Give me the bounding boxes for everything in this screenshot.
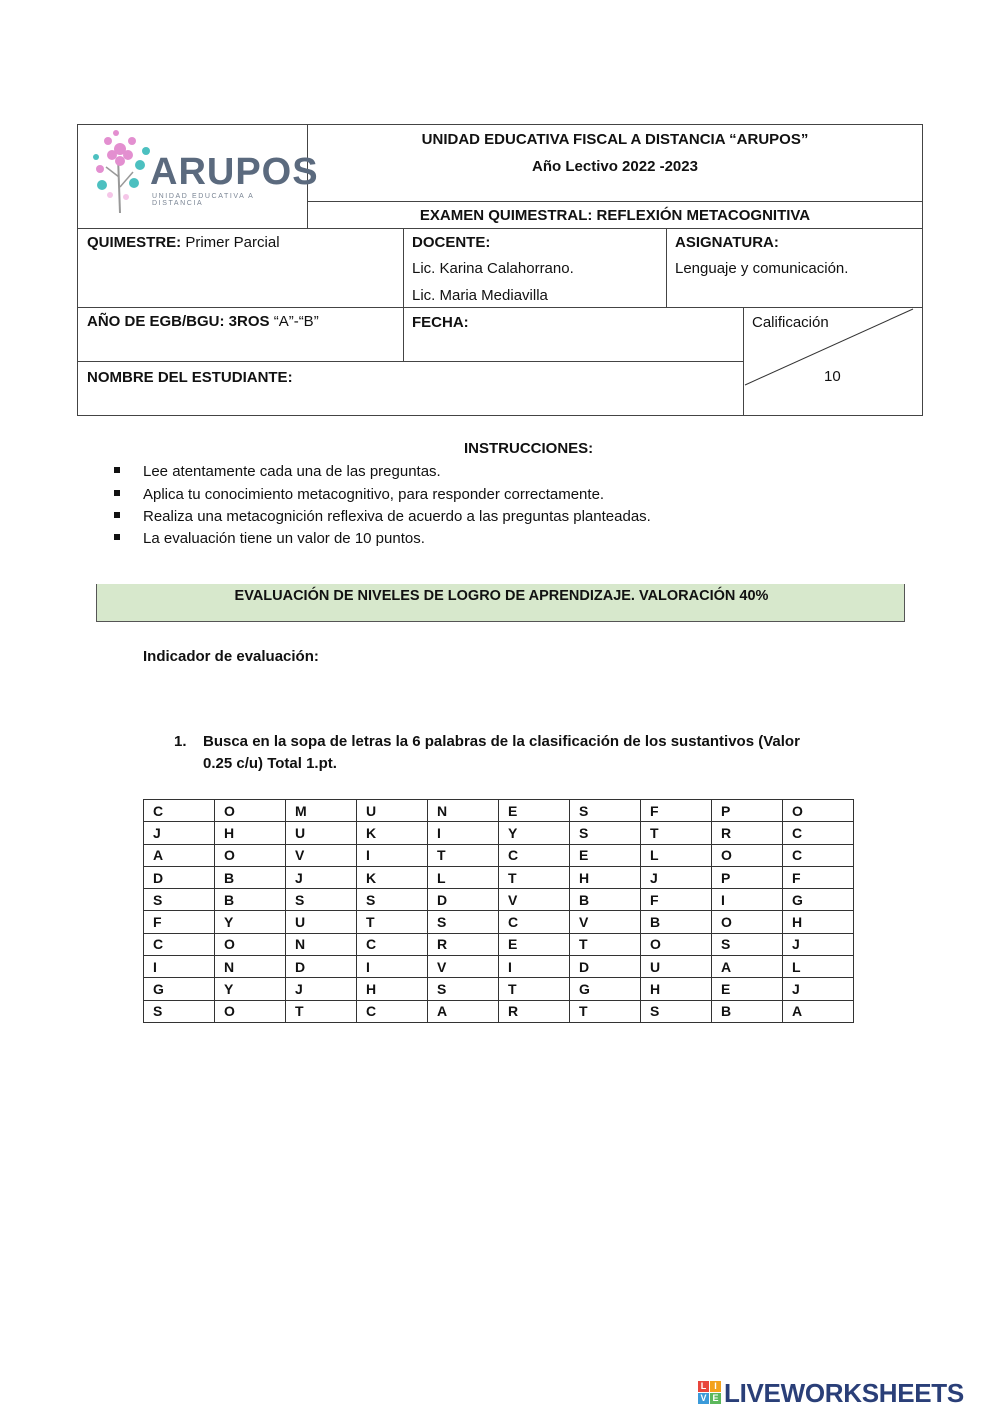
grid-cell[interactable]: O (215, 933, 286, 955)
grid-cell[interactable]: E (499, 800, 570, 822)
grid-cell[interactable]: E (570, 844, 641, 866)
grid-cell[interactable]: S (144, 1000, 215, 1022)
school-year: Año Lectivo 2022 -2023 (532, 158, 698, 175)
asignatura-value: Lenguaje y comunicación. (675, 260, 849, 277)
grid-cell[interactable]: D (570, 956, 641, 978)
grid-cell[interactable]: H (215, 822, 286, 844)
grid-cell[interactable]: C (499, 844, 570, 866)
grid-cell[interactable]: G (144, 978, 215, 1000)
grid-cell[interactable]: N (428, 800, 499, 822)
school-logo (88, 127, 319, 217)
live-badge-icon (698, 1381, 722, 1406)
school-name: UNIDAD EDUCATIVA FISCAL A DISTANCIA “ARUPOS” (421, 131, 809, 148)
grid-cell[interactable]: U (286, 911, 357, 933)
grid-cell[interactable]: N (286, 933, 357, 955)
grid-cell[interactable]: H (357, 978, 428, 1000)
grid-cell[interactable]: C (357, 933, 428, 955)
grid-cell[interactable]: U (357, 800, 428, 822)
grid-cell[interactable]: O (215, 800, 286, 822)
grid-cell[interactable]: U (286, 822, 357, 844)
grid-cell[interactable]: J (286, 866, 357, 888)
grid-cell[interactable]: O (712, 911, 783, 933)
grid-cell[interactable]: V (286, 844, 357, 866)
docente-2: Lic. Maria Mediavilla (412, 287, 548, 304)
grid-cell[interactable]: A (712, 956, 783, 978)
quimestre-field (87, 234, 280, 252)
grid-cell[interactable]: S (428, 978, 499, 1000)
grid-cell[interactable]: J (783, 978, 854, 1000)
grid-cell[interactable]: Y (215, 978, 286, 1000)
grid-cell[interactable]: O (712, 844, 783, 866)
grid-cell[interactable]: H (783, 911, 854, 933)
grid-cell[interactable]: S (712, 933, 783, 955)
grid-cell[interactable]: P (712, 866, 783, 888)
grid-cell[interactable]: R (499, 1000, 570, 1022)
badge-letter: E (710, 1393, 721, 1404)
instructions-title: INSTRUCCIONES: (464, 440, 594, 457)
grid-cell[interactable]: C (144, 933, 215, 955)
grid-cell[interactable]: Y (499, 822, 570, 844)
grid-cell[interactable]: G (570, 978, 641, 1000)
calificacion-value: 10 (824, 368, 841, 385)
grid-cell[interactable]: C (499, 911, 570, 933)
grid-cell[interactable]: S (144, 889, 215, 911)
flower-tree-icon (88, 127, 158, 217)
grid-cell[interactable]: T (357, 911, 428, 933)
instruction-item: Realiza una metacognición reflexiva de acuerdo a las preguntas planteadas. (143, 508, 651, 525)
grid-cell[interactable]: I (712, 889, 783, 911)
grid-cell[interactable]: O (783, 800, 854, 822)
grid-cell[interactable]: A (783, 1000, 854, 1022)
grid-cell[interactable]: C (783, 844, 854, 866)
grid-cell[interactable]: E (499, 933, 570, 955)
grid-cell[interactable]: G (783, 889, 854, 911)
fecha-label: FECHA: (412, 314, 469, 331)
exam-title: EXAMEN QUIMESTRAL: REFLEXIÓN METACOGNITIVA (419, 207, 811, 224)
indicator-label: Indicador de evaluación: (143, 648, 319, 665)
grid-cell[interactable]: I (499, 956, 570, 978)
question-line-1: Busca en la sopa de letras la 6 palabras de la clasificación de los sustantivos (Valor (203, 733, 800, 750)
calificacion-label: Calificación (752, 314, 829, 331)
grid-cell[interactable]: N (215, 956, 286, 978)
grid-cell[interactable]: T (570, 1000, 641, 1022)
grid-cell[interactable]: M (286, 800, 357, 822)
grid-cell[interactable]: L (428, 866, 499, 888)
question-number: 1. (174, 733, 187, 750)
grid-cell[interactable]: R (428, 933, 499, 955)
logo-text: ARUPOS (150, 151, 319, 193)
grid-cell[interactable]: V (428, 956, 499, 978)
grid-cell[interactable]: C (144, 800, 215, 822)
grid-cell[interactable]: J (286, 978, 357, 1000)
badge-letter: I (710, 1381, 721, 1392)
badge-letter: V (698, 1393, 709, 1404)
grid-cell[interactable]: B (215, 889, 286, 911)
anio-value: “A”-“B” (269, 313, 319, 330)
word-search-grid (143, 799, 854, 1023)
instruction-item: Aplica tu conocimiento metacognitivo, para responder correctamente. (143, 486, 605, 503)
grid-cell[interactable]: S (641, 1000, 712, 1022)
grid-cell[interactable]: D (144, 866, 215, 888)
grid-cell[interactable]: I (357, 844, 428, 866)
grid-row (144, 889, 854, 911)
grid-row (144, 800, 854, 822)
grid-cell[interactable]: J (144, 822, 215, 844)
grid-cell[interactable]: F (144, 911, 215, 933)
grid-cell[interactable]: K (357, 822, 428, 844)
docente-1: Lic. Karina Calahorrano. (412, 260, 574, 277)
grid-cell[interactable]: S (570, 800, 641, 822)
grid-cell[interactable]: T (499, 866, 570, 888)
grid-cell[interactable]: A (428, 1000, 499, 1022)
asignatura-label: ASIGNATURA: (675, 234, 779, 251)
grid-cell[interactable]: S (357, 889, 428, 911)
grid-cell[interactable]: D (428, 889, 499, 911)
bullet-icon (114, 490, 120, 496)
grid-cell[interactable]: U (641, 956, 712, 978)
grid-cell[interactable]: C (783, 822, 854, 844)
grid-cell[interactable]: T (428, 844, 499, 866)
grid-cell[interactable]: S (286, 889, 357, 911)
grid-cell[interactable]: I (144, 956, 215, 978)
grid-cell[interactable]: S (428, 911, 499, 933)
grid-cell[interactable]: O (641, 933, 712, 955)
bullet-icon (114, 512, 120, 518)
docente-label: DOCENTE: (412, 234, 491, 251)
bullet-icon (114, 467, 120, 473)
nombre-label: NOMBRE DEL ESTUDIANTE: (87, 369, 293, 386)
grid-cell[interactable]: R (712, 822, 783, 844)
grid-cell[interactable]: E (712, 978, 783, 1000)
grid-cell[interactable]: O (215, 844, 286, 866)
grid-row (144, 978, 854, 1000)
bullet-icon (114, 534, 120, 540)
logo-subtext: UNIDAD EDUCATIVA A DISTANCIA (152, 193, 255, 207)
anio-label: AÑO DE EGB/BGU: 3ROS (87, 313, 270, 330)
grid-cell[interactable]: B (641, 911, 712, 933)
grid-cell[interactable]: I (428, 822, 499, 844)
grid-cell[interactable]: Y (215, 911, 286, 933)
grid-cell[interactable]: V (499, 889, 570, 911)
badge-letter: L (698, 1381, 709, 1392)
grid-cell[interactable]: H (570, 866, 641, 888)
grid-row (144, 911, 854, 933)
grid-cell[interactable]: B (570, 889, 641, 911)
grid-row (144, 1000, 854, 1022)
grid-cell[interactable]: T (499, 978, 570, 1000)
evaluation-banner (96, 584, 905, 622)
grid-cell[interactable]: O (215, 1000, 286, 1022)
grid-cell[interactable]: K (357, 866, 428, 888)
grid-row (144, 956, 854, 978)
grid-cell[interactable]: S (570, 822, 641, 844)
grid-cell[interactable]: I (357, 956, 428, 978)
grid-cell[interactable]: C (357, 1000, 428, 1022)
instruction-item: La evaluación tiene un valor de 10 puntos. (143, 530, 425, 547)
instruction-item: Lee atentamente cada una de las preguntas. (143, 463, 441, 480)
grid-cell[interactable]: P (712, 800, 783, 822)
grid-cell[interactable]: J (783, 933, 854, 955)
grid-cell[interactable]: F (641, 800, 712, 822)
grid-cell[interactable]: B (215, 866, 286, 888)
anio-field (87, 313, 319, 331)
grid-cell[interactable]: T (641, 822, 712, 844)
grid-cell[interactable]: L (641, 844, 712, 866)
grid-cell[interactable]: D (286, 956, 357, 978)
question-line-2: 0.25 c/u) Total 1.pt. (203, 755, 337, 772)
grid-cell[interactable]: J (641, 866, 712, 888)
grid-row (144, 822, 854, 844)
quimestre-label: QUIMESTRE: (87, 234, 182, 251)
grid-cell[interactable]: A (144, 844, 215, 866)
grid-cell[interactable]: L (783, 956, 854, 978)
grid-cell[interactable]: V (570, 911, 641, 933)
brand-text: LIVEWORKSHEETS (724, 1378, 964, 1408)
grid-cell[interactable]: T (286, 1000, 357, 1022)
grid-row (144, 866, 854, 888)
grid-cell[interactable]: H (641, 978, 712, 1000)
grid-cell[interactable]: B (712, 1000, 783, 1022)
grid-cell[interactable]: T (570, 933, 641, 955)
grid-row (144, 933, 854, 955)
grid-row (144, 844, 854, 866)
evaluation-banner-text: EVALUACIÓN DE NIVELES DE LOGRO DE APRENDIZAJE. VALORACIÓN 40% (234, 588, 769, 604)
grid-cell[interactable]: F (783, 866, 854, 888)
grid-cell[interactable]: F (641, 889, 712, 911)
quimestre-value: Primer Parcial (181, 234, 280, 251)
